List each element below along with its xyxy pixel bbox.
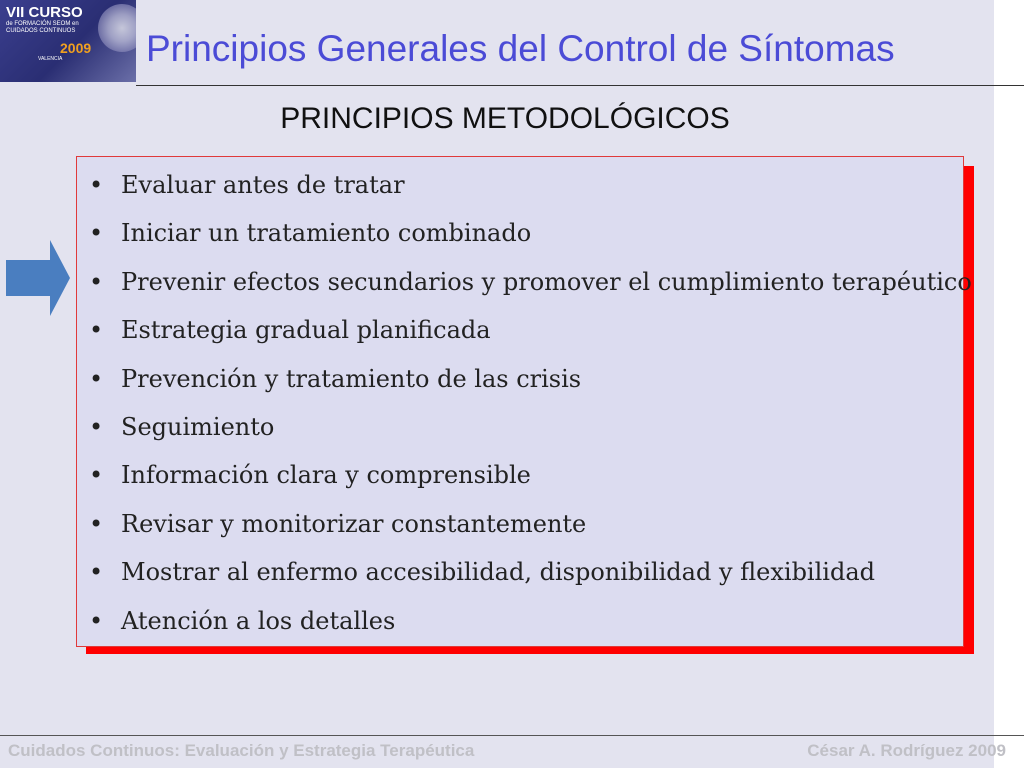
footer-divider — [0, 735, 1024, 736]
bullet-icon: • — [89, 606, 104, 635]
footer-author: César A. Rodríguez 2009 — [807, 741, 1006, 760]
list-item — [77, 455, 963, 503]
bullet-icon: • — [89, 558, 104, 587]
list-item-text: Información clara y comprensible — [121, 461, 531, 490]
list-item-text: Seguimiento — [121, 412, 275, 441]
bullet-icon: • — [89, 461, 104, 490]
list-item-text: Prevención y tratamiento de las crisis — [121, 364, 582, 393]
bullet-icon: • — [89, 364, 104, 393]
logo-year: 2009 — [60, 40, 92, 56]
list-item-text: Evaluar antes de tratar — [121, 171, 405, 199]
list-item-text: Mostrar al enfermo accesibilidad, disponibilidad y flexibilidad — [121, 558, 875, 587]
list-item — [77, 213, 963, 261]
list-item-text: Prevenir efectos secundarios y promover el cumplimiento terapéutico — [121, 267, 972, 296]
list-item — [77, 262, 972, 310]
list-item — [77, 504, 963, 552]
logo-line-1: VII CURSO — [6, 4, 83, 21]
list-item — [77, 407, 963, 455]
logo-city: VALENCIA — [38, 56, 63, 62]
title-divider — [136, 85, 1024, 86]
bullet-icon: • — [89, 171, 104, 199]
list-item-text: Revisar y monitorizar constantemente — [121, 509, 587, 538]
list-item-text: Iniciar un tratamiento combinado — [121, 219, 532, 248]
logo-line-2: de FORMACIÓN SEOM en CUIDADOS CONTINUOS — [6, 21, 79, 34]
disc-graphic — [98, 4, 136, 52]
list-item — [77, 359, 963, 407]
course-logo — [0, 0, 136, 82]
list-item — [77, 552, 963, 600]
page-title: Principios Generales del Control de Síntomas — [146, 28, 895, 69]
right-arrow-icon — [6, 240, 70, 316]
bullet-icon: • — [89, 509, 104, 538]
bullet-icon: • — [89, 412, 104, 441]
bullet-icon: • — [89, 267, 104, 296]
section-subtitle: PRINCIPIOS METODOLÓGICOS — [280, 102, 730, 135]
list-item-text: Atención a los detalles — [121, 606, 396, 635]
list-item — [77, 601, 963, 649]
bullet-icon: • — [89, 316, 104, 345]
principles-box — [76, 156, 972, 647]
principles-list — [77, 157, 972, 649]
list-item — [77, 165, 963, 213]
list-item — [77, 310, 963, 358]
footer-course-title: Cuidados Continuos: Evaluación y Estrategia Terapéutica — [8, 741, 475, 760]
list-item-text: Estrategia gradual planificada — [121, 316, 491, 345]
bullet-icon: • — [89, 219, 104, 248]
